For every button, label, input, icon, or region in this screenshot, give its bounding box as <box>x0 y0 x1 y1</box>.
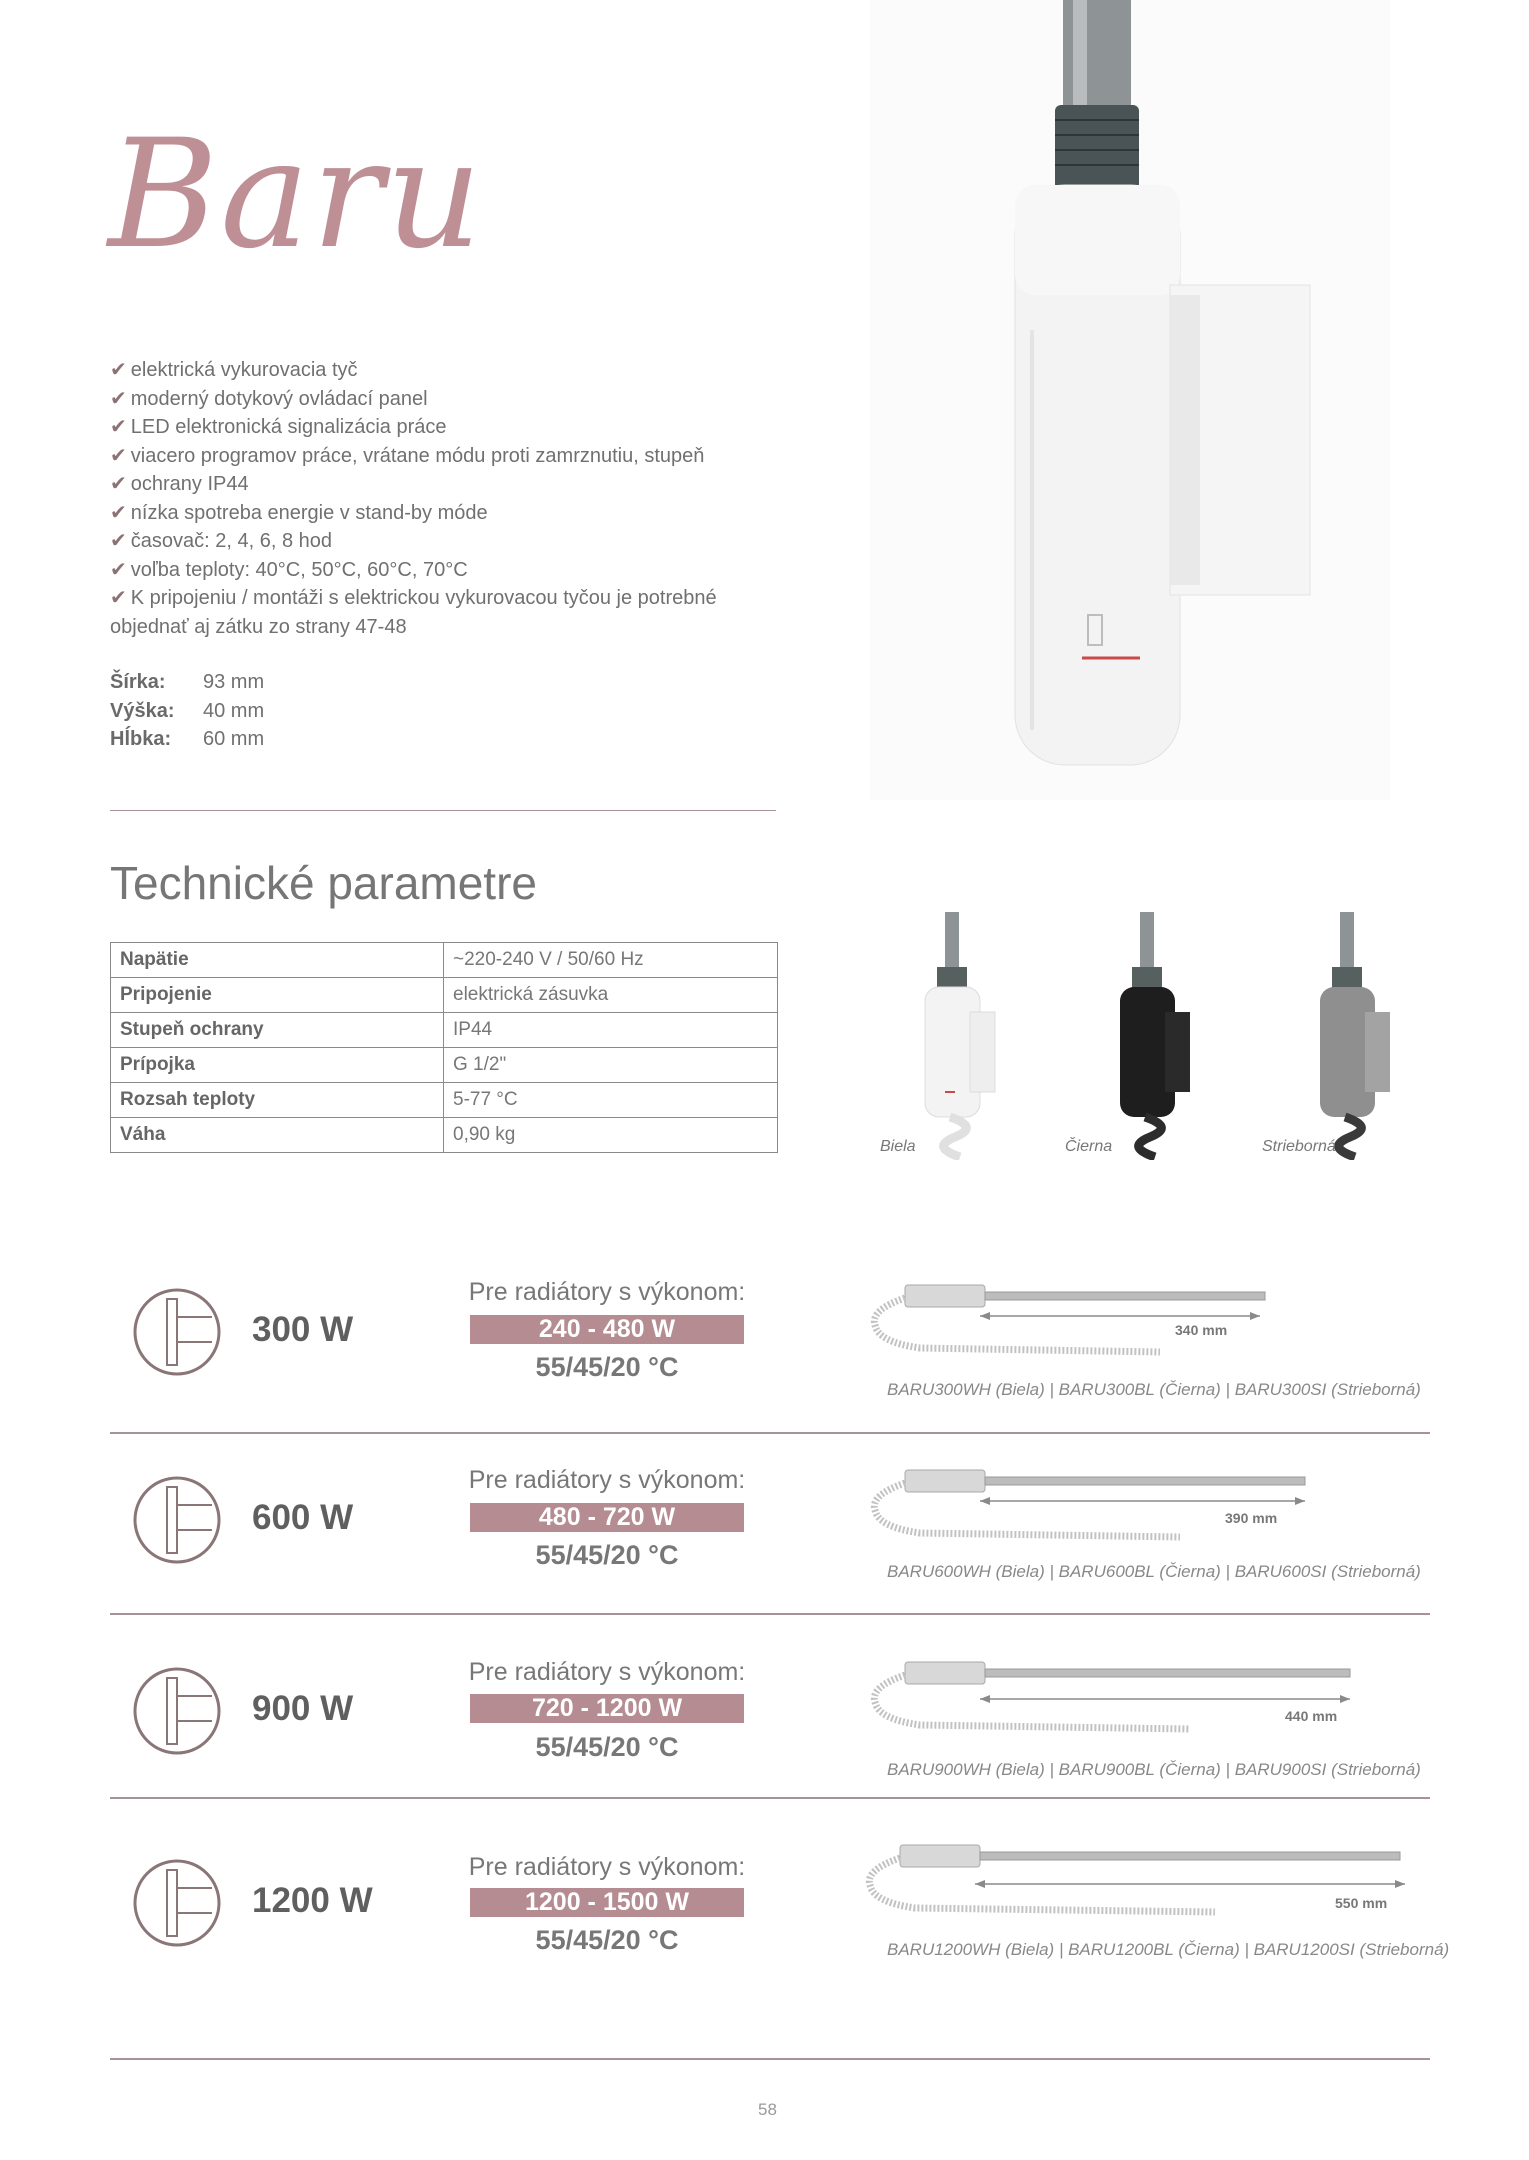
pre-label: Pre radiátory s výkonom: <box>468 1658 746 1686</box>
pre-label: Pre radiátory s výkonom: <box>468 1466 746 1494</box>
product-codes: BARU600WH (Biela) | BARU600BL (Čierna) | BARU600SI (Strieborná) <box>887 1562 1421 1581</box>
check-icon: ✔ <box>110 501 127 524</box>
feature-item: ✔ moderný dotykový ovládací panel <box>110 387 428 410</box>
feature-list <box>110 356 760 641</box>
check-icon: ✔ <box>110 587 127 609</box>
feature-item: ✔ LED elektronická signalizácia práce <box>110 416 447 438</box>
dimensions <box>110 668 264 754</box>
heater-icon <box>132 1475 222 1565</box>
divider <box>110 810 776 811</box>
variant-label: Biela <box>880 1138 916 1155</box>
check-icon: ✔ <box>110 359 127 381</box>
divider <box>110 2058 1430 2060</box>
table-row: Stupeň ochrany IP44 <box>111 1013 778 1048</box>
check-icon: ✔ <box>110 558 127 581</box>
check-icon: ✔ <box>110 530 127 552</box>
pre-label: Pre radiátory s výkonom: <box>468 1853 746 1881</box>
power-range: 720 - 1200 W <box>470 1694 744 1723</box>
product-codes: BARU900WH (Biela) | BARU900BL (Čierna) | BARU900SI (Strieborná) <box>887 1760 1421 1779</box>
feature-item: ✔ elektrická vykurovacia tyč <box>110 359 358 381</box>
temperature-label: 55/45/20 °C <box>535 1732 679 1762</box>
feature-item: ✔ voľba teploty: 40°C, 50°C, 60°C, 70°C <box>110 558 468 581</box>
pre-label: Pre radiátory s výkonom: <box>468 1278 746 1306</box>
dimension-row: Šírka: 93 mm <box>110 671 265 693</box>
feature-item: ✔ viacero programov práce, vrátane módu proti zamrznutiu, stupeň <box>110 444 705 467</box>
feature-item: ✔ časovač: 2, 4, 6, 8 hod <box>110 530 333 552</box>
variant-label: Strieborná <box>1262 1138 1336 1155</box>
feature-item: ✔ K pripojeniu / montáži s elektrickou vykurovacou tyčou je potrebné objednať aj zátku zo strany 47-48 <box>110 587 717 638</box>
table-row: Váha 0,90 kg <box>111 1118 778 1153</box>
check-icon: ✔ <box>110 444 127 467</box>
section-title: Technické parametre <box>110 857 537 909</box>
temperature-label: 55/45/20 °C <box>535 1925 679 1955</box>
power-range: 240 - 480 W <box>470 1315 744 1344</box>
rod-length: 390 mm <box>1225 1510 1278 1526</box>
divider <box>110 1432 1430 1434</box>
rod-length: 340 mm <box>1175 1322 1228 1338</box>
table-row: Pripojenie elektrická zásuvka <box>111 978 778 1013</box>
feature-item: ✔ ochrany IP44 <box>110 473 249 495</box>
heater-product-image <box>870 0 1390 800</box>
power-range: 480 - 720 W <box>470 1503 744 1532</box>
power-label: 600 W <box>252 1498 354 1537</box>
divider <box>110 1797 1430 1799</box>
divider <box>110 1613 1430 1615</box>
rod-length: 440 mm <box>1285 1708 1338 1724</box>
power-label: 300 W <box>252 1310 354 1349</box>
temperature-label: 55/45/20 °C <box>535 1540 679 1570</box>
feature-item: ✔ nízka spotreba energie v stand-by móde <box>110 501 488 524</box>
heater-rod-image <box>855 1840 1415 1935</box>
dimension-row: Výška: 40 mm <box>110 699 265 722</box>
table-row: Prípojka G 1/2" <box>111 1048 778 1083</box>
power-range: 1200 - 1500 W <box>470 1888 744 1917</box>
variant-label: Čierna <box>1065 1138 1113 1155</box>
heater-rod-image <box>860 1657 1360 1752</box>
product-codes: BARU300WH (Biela) | BARU300BL (Čierna) | BARU300SI (Strieborná) <box>887 1380 1421 1399</box>
heater-icon <box>132 1287 222 1377</box>
power-label: 900 W <box>252 1689 354 1728</box>
table-row: Napätie ~220-240 V / 50/60 Hz <box>111 943 778 978</box>
heater-icon <box>132 1858 222 1948</box>
heater-icon <box>132 1666 222 1756</box>
power-label: 1200 W <box>252 1881 373 1920</box>
variant-silver-image <box>1290 912 1410 1160</box>
table-row: Rozsah teploty 5-77 °C <box>111 1083 778 1118</box>
product-codes: BARU1200WH (Biela) | BARU1200BL (Čierna) | BARU1200SI (Strieborná) <box>887 1940 1450 1959</box>
check-icon: ✔ <box>110 473 127 495</box>
page-number: 58 <box>758 2100 777 2119</box>
tech-table <box>110 942 778 1153</box>
variant-white-image <box>895 912 1015 1160</box>
page-title: Baru <box>108 108 484 282</box>
rod-length: 550 mm <box>1335 1895 1388 1911</box>
check-icon: ✔ <box>110 387 127 410</box>
check-icon: ✔ <box>110 416 127 438</box>
temperature-label: 55/45/20 °C <box>535 1352 679 1382</box>
dimension-row: Hĺbka: 60 mm <box>110 728 265 750</box>
variant-black-image <box>1090 912 1210 1160</box>
